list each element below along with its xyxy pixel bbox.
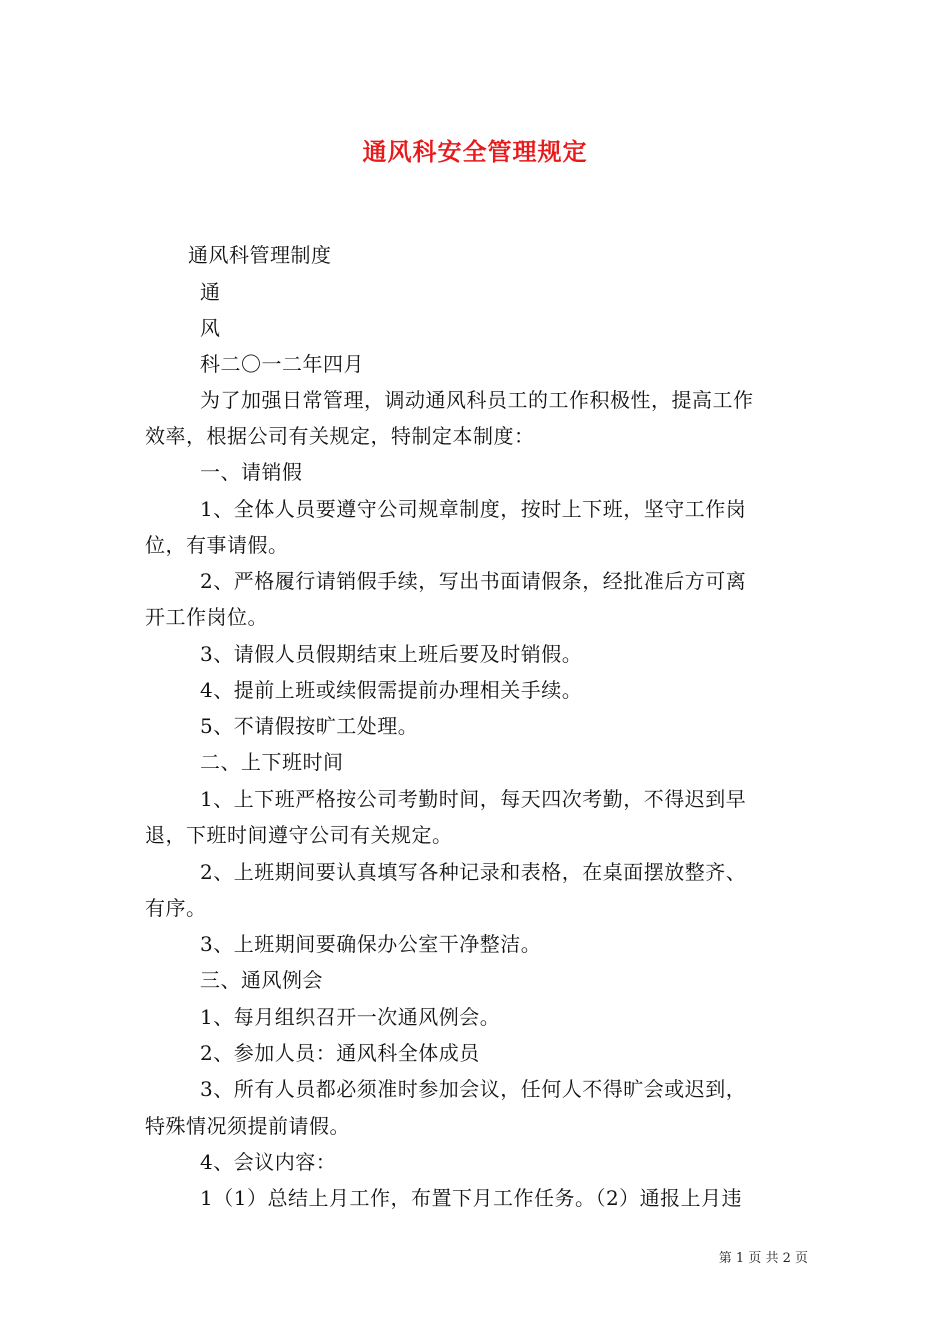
text-line: 4、会议内容： xyxy=(200,1150,337,1174)
text-line: 2、严格履行请销假手续，写出书面请假条，经批准后方可离 xyxy=(200,569,747,593)
text-line: 退，下班时间遵守公司有关规定。 xyxy=(145,823,453,847)
text-line: 1、上下班严格按公司考勤时间，每天四次考勤，不得迟到早 xyxy=(200,787,747,811)
text-line: 通 xyxy=(200,280,221,304)
section-heading: 三、通风例会 xyxy=(200,968,323,992)
text-line: 有序。 xyxy=(145,896,207,920)
text-line: 特殊情况须提前请假。 xyxy=(145,1114,350,1138)
text-line: 效率，根据公司有关规定，特制定本制度： xyxy=(145,424,535,448)
text-line: 为了加强日常管理，调动通风科员工的工作积极性，提高工作 xyxy=(200,388,754,412)
text-line: 3、所有人员都必须准时参加会议，任何人不得旷会或迟到， xyxy=(200,1077,747,1101)
text-line: 5、不请假按旷工处理。 xyxy=(200,714,419,738)
text-line: 3、上班期间要确保办公室干净整洁。 xyxy=(200,932,542,956)
text-line: 科二〇一二年四月 xyxy=(200,352,364,376)
text-line: 4、提前上班或续假需提前办理相关手续。 xyxy=(200,678,583,702)
text-line: 位，有事请假。 xyxy=(145,533,289,557)
text-line: 1、全体人员要遵守公司规章制度，按时上下班，坚守工作岗 xyxy=(200,497,747,521)
text-line: 通风科管理制度 xyxy=(188,243,332,267)
section-heading: 一、请销假 xyxy=(200,460,303,484)
text-line: 风 xyxy=(200,316,221,340)
text-line: 1、每月组织召开一次通风例会。 xyxy=(200,1005,501,1029)
text-line: 3、请假人员假期结束上班后要及时销假。 xyxy=(200,642,583,666)
section-heading: 二、上下班时间 xyxy=(200,750,344,774)
text-line: 2、上班期间要认真填写各种记录和表格，在桌面摆放整齐、 xyxy=(200,860,747,884)
text-line: 开工作岗位。 xyxy=(145,605,268,629)
text-line: 1（1）总结上月工作，布置下月工作任务。（2）通报上月违 xyxy=(200,1186,743,1210)
page-number: 第 1 页 共 2 页 xyxy=(718,1251,808,1266)
document-title: 通风科安全管理规定 xyxy=(362,137,588,166)
text-line: 2、参加人员：通风科全体成员 xyxy=(200,1041,480,1065)
